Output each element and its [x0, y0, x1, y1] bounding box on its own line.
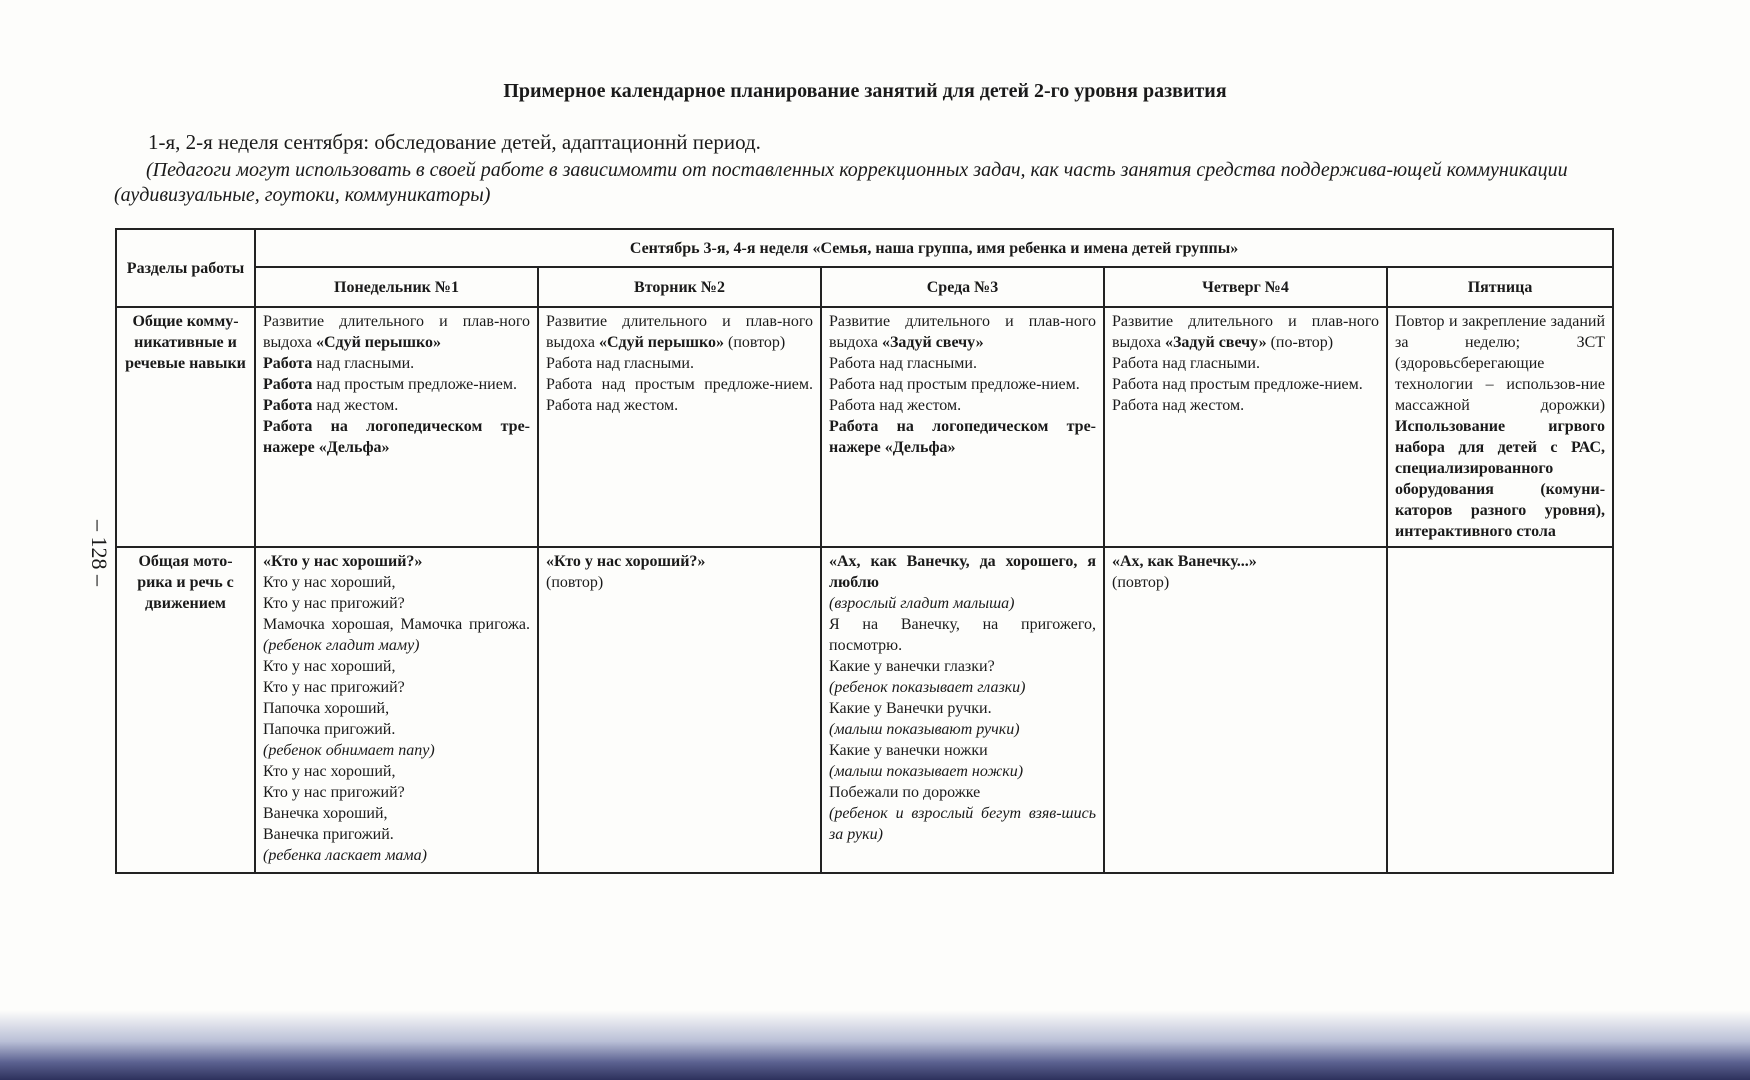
cell-text: «Сдуй перышко»: [315, 334, 442, 351]
cell-text: Развитие длительного и плав-ного выдоха: [829, 313, 1096, 351]
day-header-tuesday: Вторник №2: [538, 267, 821, 307]
table-cell: [1104, 307, 1387, 547]
cell-text: (малыш показывает ножки): [829, 763, 1024, 780]
cell-text: Работа: [263, 397, 313, 414]
cell-text: Какие у ванечки глазки?: [829, 658, 995, 675]
note-text: (Педагоги могут использовать в своей работе в зависимомти от поставленных коррекционных задач, как часть занятия средства поддержива-ющей коммуникации (аудивизуальные, гоутоки, коммуникаторы): [114, 159, 1568, 206]
cell-text: (повтор): [724, 334, 786, 351]
cell-text: Кто у нас хороший,: [263, 763, 396, 780]
table-cell: [538, 307, 821, 547]
cell-text: Использование игрвого набора для детей с РАС, специализированного оборудования (комуни-каторов разного уровня), интерактивного стола: [1395, 418, 1606, 540]
cell-text: Развитие длительного и плав-ного выдоха: [263, 313, 530, 351]
cell-text: Работа над жестом.: [1112, 397, 1245, 414]
section-header: Сентябрь 3-я, 4-я неделя «Семья, наша группа, имя ребенка и имена детей группы»: [255, 229, 1613, 267]
table-row: [116, 307, 1613, 547]
cell-text: (ребенок и взрослый бегут взяв-шись за руки): [829, 805, 1096, 843]
cell-text: Развитие длительного и плав-ного выдоха: [1112, 313, 1379, 351]
row-title: Общая мото-рика и речь с движением: [116, 547, 255, 873]
day-header-friday: Пятница: [1387, 267, 1613, 307]
cell-text: Папочка хороший,: [263, 700, 390, 717]
cell-text: Папочка пригожий.: [263, 721, 396, 738]
cell-text: «Ах, как Ванечку, да хорошего, я люблю: [829, 553, 1096, 591]
table-cell: [538, 547, 821, 873]
cell-text: (ребенка ласкает мама): [263, 847, 427, 864]
cell-text: (ребенок показывает глазки): [829, 679, 1026, 696]
day-header-monday: Понедельник №1: [255, 267, 538, 307]
cell-text: Работа на логопедическом тре-нажере «Дельфа»: [263, 418, 530, 456]
cell-text: Кто у нас пригожий?: [263, 784, 405, 801]
cell-text: Работа над гласными.: [1112, 355, 1260, 372]
page-number: – 128 –: [87, 520, 112, 586]
cell-text: (взрослый гладит малыша): [829, 595, 1015, 612]
table-cell: [1387, 307, 1613, 547]
corner-header: Разделы работы: [116, 229, 255, 307]
cell-text: Развитие длительного и плав-ного выдоха: [546, 313, 813, 351]
cell-text: (по-втор): [1266, 334, 1334, 351]
cell-text: Я на Ванечку, на пригожего, посмотрю.: [829, 616, 1096, 654]
cell-text: над жестом.: [312, 397, 399, 414]
cell-text: Работа над гласными.: [829, 355, 977, 372]
cell-text: Кто у нас хороший,: [263, 574, 396, 591]
cell-text: Работа над простым предложе-нием.: [1112, 376, 1363, 393]
cell-text: над простым предложе-нием.: [312, 376, 517, 393]
cell-text: над гласными.: [312, 355, 415, 372]
cell-text: (ребенок гладит маму): [263, 637, 420, 654]
day-header-wednesday: Среда №3: [821, 267, 1104, 307]
cell-text: Работа: [263, 376, 313, 393]
cell-text: «Сдуй перышко»: [598, 334, 725, 351]
intro-text: 1-я, 2-я неделя сентября: обследование детей, адаптационнй период.: [148, 130, 761, 154]
table-cell: [255, 547, 538, 873]
table-cell: [1387, 547, 1613, 873]
cell-text: Работа на логопедическом тре-нажере «Дельфа»: [829, 418, 1096, 456]
cell-text: Какие у ванечки ножки: [829, 742, 988, 759]
cell-text: (малыш показывают ручки): [829, 721, 1020, 738]
cell-text: Ванечка пригожий.: [263, 826, 394, 843]
table-cell: [255, 307, 538, 547]
cell-text: Повтор и закрепление заданий за неделю; ЗСТ (здоровьсберегающие технологии – использов-ние массажной дорожки): [1395, 313, 1606, 414]
cell-text: «Кто у нас хороший?»: [263, 553, 423, 570]
planning-table: [115, 228, 1614, 874]
cell-text: «Задуй свечу»: [881, 334, 984, 351]
cell-text: Ванечка хороший,: [263, 805, 388, 822]
cell-text: «Ах, как Ванечку...»: [1112, 553, 1257, 570]
cell-text: Работа над простым предложе-нием. Работа над жестом.: [546, 376, 813, 414]
table-cell: [821, 547, 1104, 873]
row-title: Общие комму-никативные и речевые навыки: [116, 307, 255, 547]
cell-text: Кто у нас пригожий?: [263, 595, 405, 612]
page-title: Примерное календарное планирование занятий для детей 2-го уровня развития: [503, 80, 1227, 102]
day-header-thursday: Четверг №4: [1104, 267, 1387, 307]
scan-shadow: [0, 1010, 1750, 1080]
cell-text: «Задуй свечу»: [1164, 334, 1267, 351]
cell-text: Кто у нас пригожий?: [263, 679, 405, 696]
cell-text: Какие у Ванечки ручки.: [829, 700, 992, 717]
table-row: [116, 547, 1613, 873]
cell-text: Работа над простым предложе-нием.: [829, 376, 1080, 393]
table-cell: [1104, 547, 1387, 873]
cell-text: Мамочка хорошая, Мамочка пригожа.: [263, 616, 530, 633]
cell-text: (повтор): [1112, 574, 1170, 591]
cell-text: Работа: [263, 355, 313, 372]
cell-text: (повтор): [546, 574, 604, 591]
table-cell: [821, 307, 1104, 547]
cell-text: Побежали по дорожке: [829, 784, 981, 801]
cell-text: Кто у нас хороший,: [263, 658, 396, 675]
cell-text: (ребенок обнимает папу): [263, 742, 435, 759]
cell-text: Работа над жестом.: [829, 397, 962, 414]
cell-text: «Кто у нас хороший?»: [546, 553, 706, 570]
cell-text: Работа над гласными.: [546, 355, 694, 372]
